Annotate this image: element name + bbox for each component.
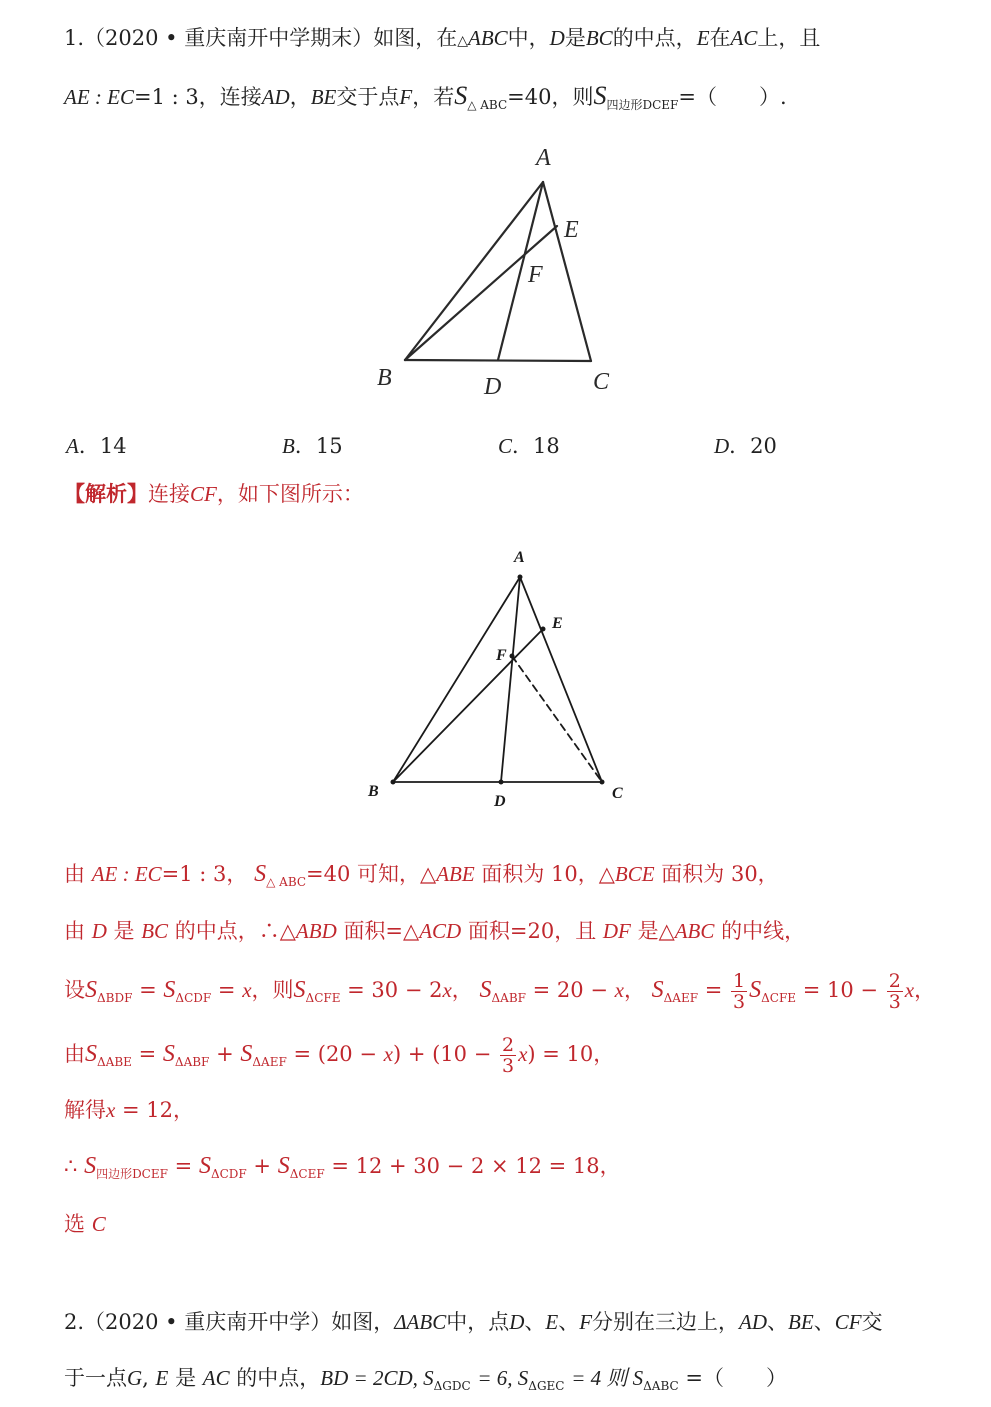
sol-text: =: [704, 978, 723, 1002]
sol-math: ACD: [419, 919, 462, 943]
fig2-label-c: C: [612, 785, 623, 802]
sol-math-s: S: [749, 977, 762, 1003]
sol-sub: ΔCDF: [210, 1167, 247, 1181]
sol-text: = 12，: [122, 1098, 195, 1122]
option-value: 18: [533, 434, 560, 458]
solution-line-4: [64, 1032, 614, 1084]
q2-line-2: [64, 1364, 787, 1400]
sol-sub: ΔAEF: [663, 991, 699, 1005]
q2-math: AD: [739, 1310, 768, 1334]
sol-math-s: S: [198, 1153, 211, 1179]
sol-sub: △ ABC: [266, 875, 307, 889]
q2-text: 中，点: [446, 1310, 510, 1334]
q2-math: AC: [202, 1366, 230, 1390]
q2-math: E: [545, 1310, 559, 1334]
q2-text: ,: [142, 1366, 149, 1390]
fig2-label-f: F: [496, 647, 507, 664]
q2-text: =（ ）: [685, 1366, 787, 1390]
sol-sub: ΔABF: [174, 1055, 210, 1069]
solution-line-5: [64, 1096, 194, 1124]
sol-text: 面积=20，且: [467, 919, 597, 943]
q1-line-1: [64, 24, 820, 55]
option-letter: D: [714, 434, 730, 458]
q2-math: D: [509, 1310, 525, 1334]
q2-text: 、: [813, 1310, 835, 1334]
q1-math: AD: [261, 85, 290, 109]
solution-line-1: [64, 860, 779, 896]
q2-text: 交: [861, 1310, 883, 1334]
sol-math: ABE: [436, 862, 475, 886]
sol-text: ) + (10 −: [392, 1042, 492, 1066]
q2-math: F: [579, 1310, 593, 1334]
fig1-label-b: B: [377, 365, 392, 391]
sol-math: x: [904, 978, 915, 1002]
sol-math: x: [242, 978, 252, 1002]
fig2-point: [499, 780, 504, 785]
sol-sub: ΔBDF: [97, 991, 133, 1005]
sol-math: S: [254, 861, 267, 887]
sol-text: ，: [914, 978, 936, 1002]
sol-math-s: S: [240, 1041, 253, 1067]
fraction-numerator: 2: [888, 970, 901, 992]
fig1-label-e: E: [564, 217, 579, 243]
sol-sub: ΔAEF: [252, 1055, 287, 1069]
sol-sub: ΔCFE: [761, 991, 797, 1005]
fig2-label-e: E: [552, 615, 563, 632]
q2-text: 、: [767, 1310, 789, 1334]
fig2-point: [541, 627, 546, 632]
sol-text: 由: [64, 919, 85, 943]
sol-math: x: [383, 1042, 393, 1066]
q1-math: AC: [730, 26, 758, 50]
sol-text: 的中点，∴△: [174, 919, 296, 943]
sol-text: = (20 −: [293, 1042, 377, 1066]
solution-line-7: [64, 1210, 106, 1238]
q2-sub: ΔGEC: [528, 1379, 565, 1393]
sol-text: =: [138, 1042, 157, 1066]
option-d[interactable]: D．20: [714, 434, 777, 458]
q1-math: BE: [310, 85, 337, 109]
sol-text: 设: [64, 978, 85, 1002]
fig2-label-d: D: [494, 793, 506, 810]
q2-math: BD = 2CD, S: [320, 1366, 434, 1390]
q1-math: S: [454, 81, 468, 110]
sol-sub: ΔCFE: [305, 991, 341, 1005]
sol-math: AE : EC: [91, 862, 162, 886]
sol-text: +: [253, 1154, 272, 1178]
q2-math: = 4 则 S: [571, 1366, 644, 1390]
q1-text: 的中点，: [612, 26, 697, 50]
sol-text: 面积为 10，△: [481, 862, 615, 886]
sol-text: =: [174, 1154, 193, 1178]
option-letter: A: [66, 434, 79, 458]
solution-line-6: [64, 1152, 621, 1188]
fig2-segment-cf-dashed: [512, 656, 602, 782]
fig2-point: [510, 654, 515, 659]
fig2-segment-be: [393, 629, 543, 782]
q2-text: 分别在三边上，: [592, 1310, 740, 1334]
q2-math: CF: [834, 1310, 862, 1334]
sol-math-s: S: [162, 1041, 175, 1067]
fig2-point: [600, 780, 605, 785]
sol-text: ∴: [64, 1154, 78, 1178]
sol-sub: ΔABE: [97, 1055, 132, 1069]
option-letter: C: [498, 434, 513, 458]
q1-text: 在: [709, 26, 731, 50]
analysis-tag: 【解析】: [64, 481, 148, 506]
sol-text: =1 : 3，: [161, 862, 248, 886]
sol-math: x: [518, 1042, 528, 1066]
sol-math: ABD: [295, 919, 337, 943]
q1-sub: △ ABC: [467, 98, 508, 112]
analysis-intro: [64, 480, 364, 508]
fig2-point: [391, 780, 396, 785]
q2-sub: ΔABC: [643, 1379, 679, 1393]
fig1-label-f: F: [528, 262, 543, 288]
fig1-segment-be: [405, 226, 557, 360]
q2-text: 2.（2020 • 重庆南开中学）如图，: [64, 1310, 395, 1334]
sol-text: 面积=△: [343, 919, 420, 943]
q2-math: ΔABC: [394, 1310, 447, 1334]
sol-text: 解得: [64, 1098, 106, 1122]
sol-text: 由: [64, 1042, 85, 1066]
sol-text: ) = 10，: [527, 1042, 615, 1066]
fig2-point: [518, 575, 523, 580]
q2-sub: ΔGDC: [433, 1379, 471, 1393]
q1-text: =（ ）.: [678, 85, 787, 109]
fig1-label-c: C: [593, 369, 610, 395]
q1-math: S: [593, 81, 607, 110]
sol-math-s: S: [85, 1041, 97, 1067]
sol-text: = 10 −: [802, 978, 879, 1002]
sol-text: = 20 −: [532, 978, 608, 1002]
sol-text: ，: [623, 978, 645, 1002]
q2-math: BE: [788, 1310, 814, 1334]
q2-text: 、: [524, 1310, 546, 1334]
sol-text: =: [139, 978, 157, 1002]
option-value: 20: [750, 434, 777, 458]
fig2-side-ac: [520, 577, 602, 782]
sol-text: 是△: [637, 919, 675, 943]
sol-text: = 30 − 2: [347, 978, 443, 1002]
fraction-one-third: [731, 971, 747, 1012]
sol-text: 的中线，: [721, 919, 806, 943]
q2-math: = 6, S: [477, 1366, 529, 1390]
sol-text: =40 可知，△: [306, 862, 437, 886]
fig2-label-b: B: [368, 783, 379, 800]
fraction-denominator: 3: [501, 1055, 515, 1077]
q2-text: 的中点，: [236, 1366, 321, 1390]
analysis-math: CF: [190, 482, 217, 506]
sol-math: D: [91, 919, 107, 943]
sol-text: ，: [451, 978, 473, 1002]
sol-math: BCE: [614, 862, 655, 886]
sol-text: = 12 + 30 − 2 × 12 = 18，: [331, 1154, 621, 1178]
sol-math-s: S: [277, 1153, 290, 1179]
fraction-denominator: 3: [888, 991, 901, 1013]
q1-math: ABC: [468, 26, 508, 50]
q1-text: 1.（2020 • 重庆南开中学期末）如图，在: [64, 26, 458, 50]
sol-math-s: S: [84, 1153, 97, 1179]
q2-math: G: [127, 1366, 143, 1390]
q1-math: AE : EC: [64, 85, 134, 109]
sol-sub: 四边形DCEF: [96, 1167, 168, 1181]
q1-text: =40，则: [507, 85, 594, 109]
solution-line-2: [64, 917, 805, 945]
fig1-label-d: D: [484, 374, 502, 400]
sol-math-s: S: [163, 977, 176, 1003]
sol-math-s: S: [479, 977, 492, 1003]
fraction-two-thirds: [500, 1035, 516, 1076]
q1-line-2: [64, 82, 787, 119]
q2-math: E: [155, 1366, 169, 1390]
fig1-side-ac: [543, 182, 591, 361]
option-c[interactable]: C．18: [498, 434, 560, 458]
q1-text: 是: [564, 26, 586, 50]
q1-sub: 四边形DCEF: [606, 98, 679, 112]
sol-text: 选: [64, 1212, 85, 1236]
q1-text: ，: [289, 85, 311, 109]
sol-text: ，则: [251, 978, 294, 1002]
fraction-numerator: 2: [501, 1034, 515, 1056]
q2-text: 是: [175, 1366, 197, 1390]
sol-math: BC: [141, 919, 169, 943]
q1-text: △: [457, 33, 468, 49]
fig2-label-a: A: [514, 549, 525, 566]
fig1-label-a: A: [536, 145, 551, 171]
figure-2-triangle: [355, 540, 645, 815]
sol-math: x: [442, 978, 452, 1002]
sol-sub: ΔCDF: [175, 991, 212, 1005]
q1-math: E: [696, 26, 710, 50]
fraction-two-thirds: [887, 971, 903, 1012]
q1-text: 交于点: [336, 85, 400, 109]
sol-math: x: [614, 978, 624, 1002]
q2-text: 、: [558, 1310, 580, 1334]
figure-1-triangle: [360, 140, 640, 410]
q1-text: ，若: [412, 85, 455, 109]
sol-math-s: S: [85, 977, 97, 1003]
sol-text: 是: [113, 919, 135, 943]
sol-math: x: [106, 1098, 116, 1122]
option-letter: B: [282, 434, 295, 458]
sol-math: DF: [602, 919, 631, 943]
option-value: 15: [315, 434, 343, 458]
q2-text: 于一点: [64, 1366, 127, 1390]
sol-text: =: [217, 978, 236, 1002]
sol-math: C: [91, 1212, 106, 1236]
fraction-denominator: 3: [733, 991, 746, 1013]
fig2-segment-ad: [501, 577, 520, 782]
q1-text: 中，: [507, 26, 550, 50]
sol-text: 面积为 30，: [661, 862, 779, 886]
sol-text: +: [216, 1042, 234, 1066]
fraction-numerator: 1: [733, 970, 746, 992]
q1-math: BC: [585, 26, 613, 50]
option-b[interactable]: B．15: [282, 434, 343, 458]
q1-text: =1 : 3，连接: [133, 85, 262, 109]
q1-math: D: [549, 26, 565, 50]
sol-math: ABC: [674, 919, 715, 943]
analysis-text: 连接: [148, 482, 190, 506]
sol-text: 由: [64, 862, 85, 886]
option-a[interactable]: A．14: [66, 434, 127, 458]
fig1-side-ab: [405, 182, 543, 360]
analysis-text: ，如下图所示：: [216, 482, 364, 506]
solution-line-3: [64, 968, 935, 1020]
sol-math-s: S: [651, 977, 664, 1003]
sol-sub: ΔABF: [491, 991, 526, 1005]
fig2-side-ab: [393, 577, 520, 782]
q1-math: F: [399, 85, 413, 109]
q2-line-1: [64, 1308, 883, 1336]
q1-text: 上，且: [757, 26, 821, 50]
sol-math-s: S: [293, 977, 306, 1003]
option-value: 14: [99, 434, 127, 458]
sol-sub: ΔCEF: [289, 1167, 325, 1181]
